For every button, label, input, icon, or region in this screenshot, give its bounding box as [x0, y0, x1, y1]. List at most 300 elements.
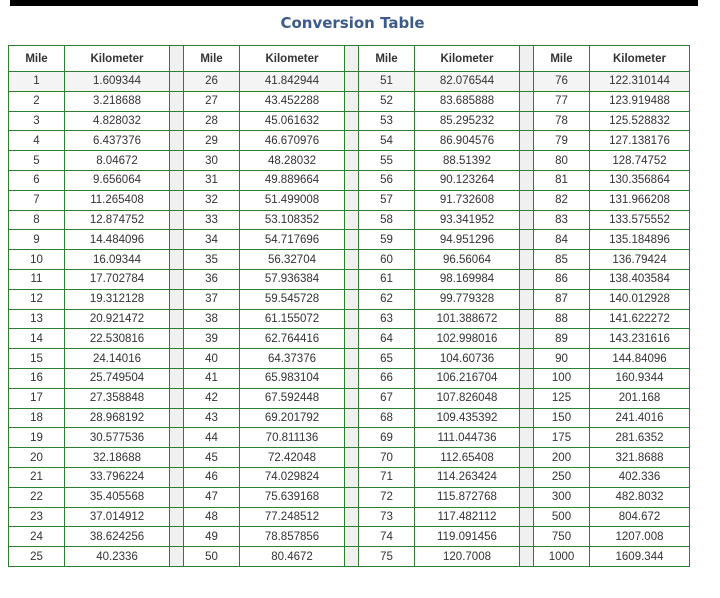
kilometer-cell: 51.499008: [240, 190, 345, 210]
mile-cell: 1000: [534, 547, 590, 567]
mile-cell: 67: [359, 388, 415, 408]
mile-cell: 54: [359, 131, 415, 151]
column-gap: [170, 329, 184, 349]
kilometer-cell: 4.828032: [65, 111, 170, 131]
mile-cell: 74: [359, 527, 415, 547]
mile-cell: 75: [359, 547, 415, 567]
mile-cell: 300: [534, 487, 590, 507]
kilometer-cell: 94.951296: [415, 230, 520, 250]
kilometer-cell: 37.014912: [65, 507, 170, 527]
mile-cell: 69: [359, 428, 415, 448]
kilometer-cell: 32.18688: [65, 448, 170, 468]
kilometer-cell: 78.857856: [240, 527, 345, 547]
kilometer-cell: 112.65408: [415, 448, 520, 468]
kilometer-cell: 72.42048: [240, 448, 345, 468]
column-gap: [345, 230, 359, 250]
column-gap: [170, 269, 184, 289]
kilometer-cell: 16.09344: [65, 250, 170, 270]
column-gap: [170, 428, 184, 448]
kilometer-cell: 144.84096: [590, 349, 690, 369]
kilometer-cell: 93.341952: [415, 210, 520, 230]
mile-cell: 26: [184, 72, 240, 92]
column-gap: [170, 230, 184, 250]
column-gap: [520, 170, 534, 190]
kilometer-cell: 135.184896: [590, 230, 690, 250]
mile-cell: 86: [534, 269, 590, 289]
mile-cell: 85: [534, 250, 590, 270]
kilometer-cell: 106.216704: [415, 368, 520, 388]
mile-cell: 19: [9, 428, 65, 448]
kilometer-cell: 19.312128: [65, 289, 170, 309]
column-gap: [170, 250, 184, 270]
header-kilometer: Kilometer: [590, 46, 690, 72]
mile-cell: 87: [534, 289, 590, 309]
mile-cell: 2: [9, 91, 65, 111]
mile-cell: 27: [184, 91, 240, 111]
kilometer-cell: 77.248512: [240, 507, 345, 527]
column-gap: [170, 72, 184, 92]
kilometer-cell: 123.919488: [590, 91, 690, 111]
kilometer-cell: 25.749504: [65, 368, 170, 388]
column-gap: [345, 72, 359, 92]
column-gap: [520, 329, 534, 349]
table-row: [9, 111, 690, 131]
column-gap: [520, 408, 534, 428]
table-row: [9, 448, 690, 468]
kilometer-cell: 45.061632: [240, 111, 345, 131]
kilometer-cell: 91.732608: [415, 190, 520, 210]
column-gap: [345, 210, 359, 230]
kilometer-cell: 46.670976: [240, 131, 345, 151]
kilometer-cell: 56.32704: [240, 250, 345, 270]
header-row: [9, 46, 690, 72]
kilometer-cell: 35.405568: [65, 487, 170, 507]
kilometer-cell: 96.56064: [415, 250, 520, 270]
column-gap: [345, 151, 359, 171]
kilometer-cell: 86.904576: [415, 131, 520, 151]
kilometer-cell: 143.231616: [590, 329, 690, 349]
column-gap: [520, 111, 534, 131]
kilometer-cell: 136.79424: [590, 250, 690, 270]
mile-cell: 71: [359, 467, 415, 487]
kilometer-cell: 119.091456: [415, 527, 520, 547]
kilometer-cell: 53.108352: [240, 210, 345, 230]
mile-cell: 65: [359, 349, 415, 369]
column-gap: [520, 428, 534, 448]
kilometer-cell: 402.336: [590, 467, 690, 487]
mile-cell: 6: [9, 170, 65, 190]
column-gap: [520, 309, 534, 329]
mile-cell: 38: [184, 309, 240, 329]
kilometer-cell: 3.218688: [65, 91, 170, 111]
column-gap: [345, 170, 359, 190]
mile-cell: 42: [184, 388, 240, 408]
kilometer-cell: 241.4016: [590, 408, 690, 428]
kilometer-cell: 117.482112: [415, 507, 520, 527]
kilometer-cell: 482.8032: [590, 487, 690, 507]
mile-cell: 48: [184, 507, 240, 527]
kilometer-cell: 14.484096: [65, 230, 170, 250]
mile-cell: 15: [9, 349, 65, 369]
kilometer-cell: 83.685888: [415, 91, 520, 111]
mile-cell: 70: [359, 448, 415, 468]
mile-cell: 8: [9, 210, 65, 230]
kilometer-cell: 27.358848: [65, 388, 170, 408]
column-gap: [520, 190, 534, 210]
column-gap: [345, 368, 359, 388]
kilometer-cell: 20.921472: [65, 309, 170, 329]
kilometer-cell: 122.310144: [590, 72, 690, 92]
mile-cell: 21: [9, 467, 65, 487]
kilometer-cell: 80.4672: [240, 547, 345, 567]
column-gap: [170, 349, 184, 369]
mile-cell: 25: [9, 547, 65, 567]
table-row: [9, 170, 690, 190]
table-row: [9, 190, 690, 210]
column-gap: [345, 527, 359, 547]
kilometer-cell: 9.656064: [65, 170, 170, 190]
table-row: [9, 467, 690, 487]
kilometer-cell: 74.029824: [240, 467, 345, 487]
column-gap: [170, 408, 184, 428]
kilometer-cell: 281.6352: [590, 428, 690, 448]
mile-cell: 83: [534, 210, 590, 230]
column-gap: [520, 487, 534, 507]
column-gap: [345, 547, 359, 567]
kilometer-cell: 65.983104: [240, 368, 345, 388]
kilometer-cell: 6.437376: [65, 131, 170, 151]
column-gap: [520, 269, 534, 289]
kilometer-cell: 28.968192: [65, 408, 170, 428]
kilometer-cell: 59.545728: [240, 289, 345, 309]
column-gap: [345, 289, 359, 309]
kilometer-cell: 54.717696: [240, 230, 345, 250]
mile-cell: 36: [184, 269, 240, 289]
mile-cell: 82: [534, 190, 590, 210]
mile-cell: 72: [359, 487, 415, 507]
kilometer-cell: 140.012928: [590, 289, 690, 309]
mile-cell: 175: [534, 428, 590, 448]
kilometer-cell: 90.123264: [415, 170, 520, 190]
kilometer-cell: 17.702784: [65, 269, 170, 289]
mile-cell: 66: [359, 368, 415, 388]
kilometer-cell: 43.452288: [240, 91, 345, 111]
column-gap: [520, 91, 534, 111]
page-title: Conversion Table: [280, 14, 425, 32]
column-gap: [170, 190, 184, 210]
mile-cell: 29: [184, 131, 240, 151]
kilometer-cell: 1609.344: [590, 547, 690, 567]
table-row: [9, 507, 690, 527]
table-body: [9, 72, 690, 567]
kilometer-cell: 160.9344: [590, 368, 690, 388]
column-gap: [345, 408, 359, 428]
column-gap: [345, 428, 359, 448]
mile-cell: 81: [534, 170, 590, 190]
column-gap: [520, 507, 534, 527]
column-gap: [170, 46, 184, 72]
mile-cell: 89: [534, 329, 590, 349]
mile-cell: 43: [184, 408, 240, 428]
column-gap: [345, 448, 359, 468]
table-row: [9, 388, 690, 408]
column-gap: [345, 190, 359, 210]
mile-cell: 61: [359, 269, 415, 289]
mile-cell: 79: [534, 131, 590, 151]
header-kilometer: Kilometer: [415, 46, 520, 72]
kilometer-cell: 85.295232: [415, 111, 520, 131]
kilometer-cell: 33.796224: [65, 467, 170, 487]
mile-cell: 10: [9, 250, 65, 270]
mile-cell: 750: [534, 527, 590, 547]
kilometer-cell: 99.779328: [415, 289, 520, 309]
mile-cell: 23: [9, 507, 65, 527]
kilometer-cell: 130.356864: [590, 170, 690, 190]
mile-cell: 73: [359, 507, 415, 527]
table-row: [9, 527, 690, 547]
column-gap: [170, 210, 184, 230]
mile-cell: 55: [359, 151, 415, 171]
mile-cell: 12: [9, 289, 65, 309]
mile-cell: 50: [184, 547, 240, 567]
header-kilometer: Kilometer: [240, 46, 345, 72]
table-row: [9, 210, 690, 230]
column-gap: [170, 527, 184, 547]
kilometer-cell: 114.263424: [415, 467, 520, 487]
column-gap: [520, 527, 534, 547]
kilometer-cell: 70.811136: [240, 428, 345, 448]
column-gap: [345, 487, 359, 507]
column-gap: [345, 388, 359, 408]
kilometer-cell: 109.435392: [415, 408, 520, 428]
kilometer-cell: 41.842944: [240, 72, 345, 92]
kilometer-cell: 69.201792: [240, 408, 345, 428]
mile-cell: 37: [184, 289, 240, 309]
table-row: [9, 547, 690, 567]
mile-cell: 80: [534, 151, 590, 171]
mile-cell: 17: [9, 388, 65, 408]
kilometer-cell: 804.672: [590, 507, 690, 527]
kilometer-cell: 115.872768: [415, 487, 520, 507]
column-gap: [170, 547, 184, 567]
mile-cell: 44: [184, 428, 240, 448]
column-gap: [170, 111, 184, 131]
table-row: [9, 289, 690, 309]
mile-cell: 500: [534, 507, 590, 527]
kilometer-cell: 1207.008: [590, 527, 690, 547]
column-gap: [345, 269, 359, 289]
mile-cell: 40: [184, 349, 240, 369]
mile-cell: 250: [534, 467, 590, 487]
column-gap: [520, 368, 534, 388]
mile-cell: 51: [359, 72, 415, 92]
mile-cell: 5: [9, 151, 65, 171]
kilometer-cell: 98.169984: [415, 269, 520, 289]
kilometer-cell: 40.2336: [65, 547, 170, 567]
kilometer-cell: 30.577536: [65, 428, 170, 448]
column-gap: [170, 151, 184, 171]
table-row: [9, 349, 690, 369]
mile-cell: 30: [184, 151, 240, 171]
kilometer-cell: 120.7008: [415, 547, 520, 567]
header-mile: Mile: [9, 46, 65, 72]
mile-cell: 59: [359, 230, 415, 250]
column-gap: [170, 170, 184, 190]
mile-cell: 63: [359, 309, 415, 329]
column-gap: [170, 91, 184, 111]
mile-cell: 46: [184, 467, 240, 487]
table-row: [9, 250, 690, 270]
kilometer-cell: 61.155072: [240, 309, 345, 329]
column-gap: [345, 131, 359, 151]
mile-cell: 16: [9, 368, 65, 388]
mile-cell: 28: [184, 111, 240, 131]
kilometer-cell: 104.60736: [415, 349, 520, 369]
table-row: [9, 368, 690, 388]
mile-cell: 32: [184, 190, 240, 210]
mile-cell: 58: [359, 210, 415, 230]
mile-cell: 84: [534, 230, 590, 250]
mile-cell: 9: [9, 230, 65, 250]
conversion-table: [8, 45, 690, 567]
mile-cell: 77: [534, 91, 590, 111]
kilometer-cell: 8.04672: [65, 151, 170, 171]
column-gap: [520, 250, 534, 270]
mile-cell: 53: [359, 111, 415, 131]
column-gap: [520, 210, 534, 230]
mile-cell: 76: [534, 72, 590, 92]
column-gap: [520, 448, 534, 468]
mile-cell: 4: [9, 131, 65, 151]
mile-cell: 78: [534, 111, 590, 131]
table-row: [9, 487, 690, 507]
mile-cell: 62: [359, 289, 415, 309]
table-row: [9, 428, 690, 448]
mile-cell: 31: [184, 170, 240, 190]
mile-cell: 7: [9, 190, 65, 210]
mile-cell: 52: [359, 91, 415, 111]
column-gap: [170, 289, 184, 309]
kilometer-cell: 82.076544: [415, 72, 520, 92]
table-row: [9, 269, 690, 289]
table-row: [9, 131, 690, 151]
column-gap: [170, 448, 184, 468]
kilometer-cell: 133.575552: [590, 210, 690, 230]
mile-cell: 13: [9, 309, 65, 329]
mile-cell: 90: [534, 349, 590, 369]
column-gap: [520, 131, 534, 151]
column-gap: [520, 388, 534, 408]
column-gap: [520, 46, 534, 72]
column-gap: [345, 46, 359, 72]
kilometer-cell: 75.639168: [240, 487, 345, 507]
mile-cell: 125: [534, 388, 590, 408]
column-gap: [520, 547, 534, 567]
kilometer-cell: 48.28032: [240, 151, 345, 171]
mile-cell: 39: [184, 329, 240, 349]
column-gap: [345, 250, 359, 270]
mile-cell: 45: [184, 448, 240, 468]
mile-cell: 57: [359, 190, 415, 210]
mile-cell: 49: [184, 527, 240, 547]
mile-cell: 60: [359, 250, 415, 270]
kilometer-cell: 128.74752: [590, 151, 690, 171]
column-gap: [520, 230, 534, 250]
kilometer-cell: 201.168: [590, 388, 690, 408]
mile-cell: 33: [184, 210, 240, 230]
column-gap: [520, 72, 534, 92]
kilometer-cell: 141.622272: [590, 309, 690, 329]
table-row: [9, 151, 690, 171]
column-gap: [345, 111, 359, 131]
column-gap: [170, 467, 184, 487]
column-gap: [520, 349, 534, 369]
table-row: [9, 72, 690, 92]
column-gap: [170, 388, 184, 408]
column-gap: [345, 349, 359, 369]
mile-cell: 1: [9, 72, 65, 92]
kilometer-cell: 125.528832: [590, 111, 690, 131]
table-row: [9, 329, 690, 349]
mile-cell: 34: [184, 230, 240, 250]
kilometer-cell: 57.936384: [240, 269, 345, 289]
kilometer-cell: 88.51392: [415, 151, 520, 171]
kilometer-cell: 138.403584: [590, 269, 690, 289]
kilometer-cell: 11.265408: [65, 190, 170, 210]
mile-cell: 20: [9, 448, 65, 468]
kilometer-cell: 127.138176: [590, 131, 690, 151]
table-row: [9, 309, 690, 329]
kilometer-cell: 101.388672: [415, 309, 520, 329]
kilometer-cell: 12.874752: [65, 210, 170, 230]
header-mile: Mile: [359, 46, 415, 72]
kilometer-cell: 24.14016: [65, 349, 170, 369]
kilometer-cell: 107.826048: [415, 388, 520, 408]
mile-cell: 47: [184, 487, 240, 507]
mile-cell: 56: [359, 170, 415, 190]
mile-cell: 88: [534, 309, 590, 329]
mile-cell: 35: [184, 250, 240, 270]
table-row: [9, 230, 690, 250]
mile-cell: 24: [9, 527, 65, 547]
conversion-table-wrapper: [8, 45, 689, 567]
mile-cell: 200: [534, 448, 590, 468]
header-mile: Mile: [534, 46, 590, 72]
kilometer-cell: 64.37376: [240, 349, 345, 369]
mile-cell: 18: [9, 408, 65, 428]
table-head: [9, 46, 690, 72]
mile-cell: 150: [534, 408, 590, 428]
kilometer-cell: 321.8688: [590, 448, 690, 468]
kilometer-cell: 22.530816: [65, 329, 170, 349]
mile-cell: 64: [359, 329, 415, 349]
column-gap: [345, 507, 359, 527]
table-row: [9, 408, 690, 428]
header-mile: Mile: [184, 46, 240, 72]
column-gap: [520, 467, 534, 487]
mile-cell: 3: [9, 111, 65, 131]
top-bar: [10, 0, 698, 6]
table-row: [9, 91, 690, 111]
header-kilometer: Kilometer: [65, 46, 170, 72]
kilometer-cell: 49.889664: [240, 170, 345, 190]
column-gap: [345, 309, 359, 329]
column-gap: [345, 329, 359, 349]
mile-cell: 14: [9, 329, 65, 349]
kilometer-cell: 1.609344: [65, 72, 170, 92]
column-gap: [345, 91, 359, 111]
mile-cell: 11: [9, 269, 65, 289]
